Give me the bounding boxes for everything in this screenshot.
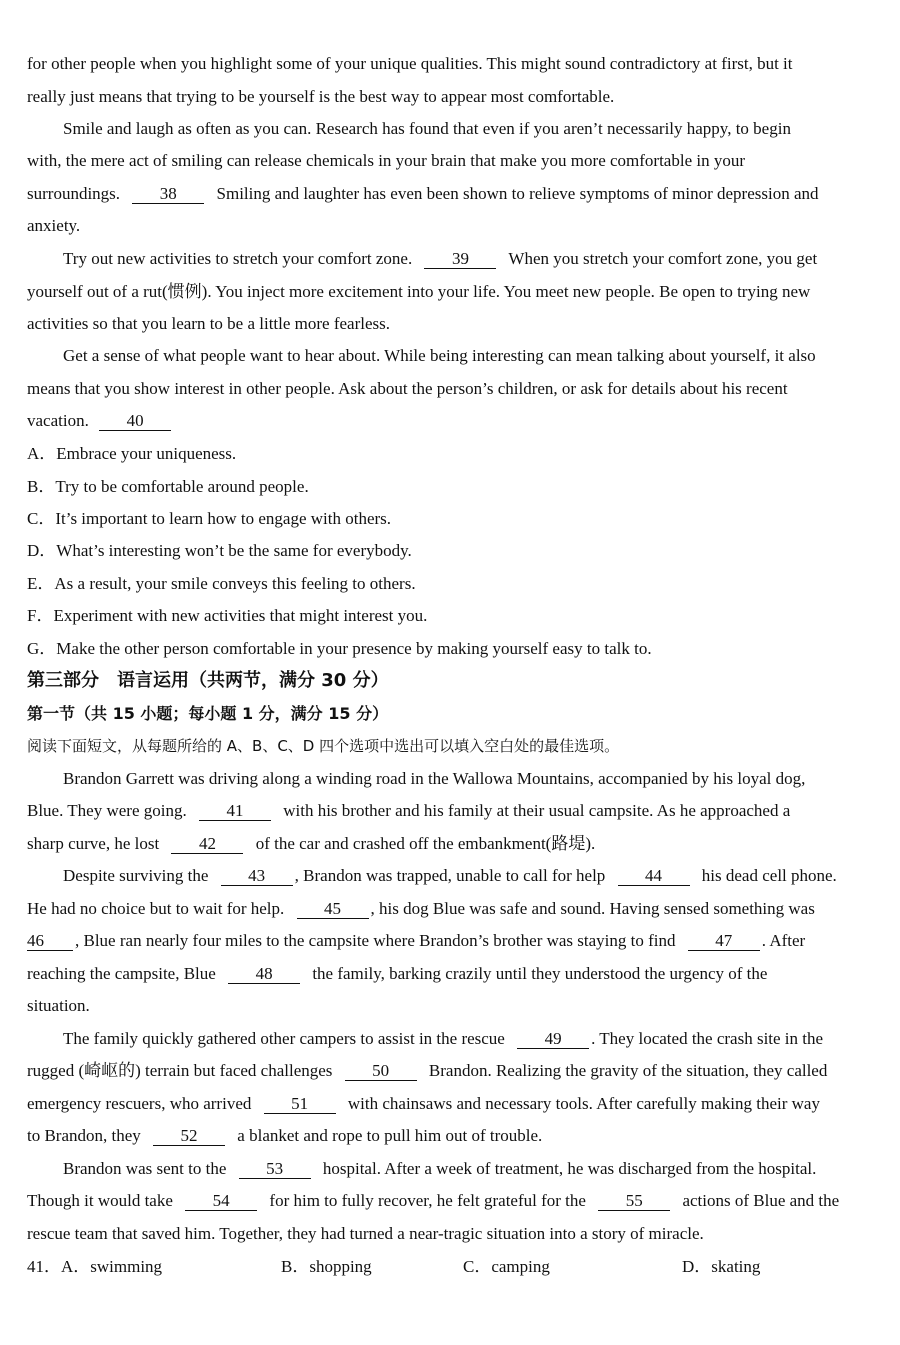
text-segment: sharp curve, he lost: [27, 834, 160, 853]
text-line: Brandon Garrett was driving along a winding road in the Wallowa Mountains, accompanied by his loyal dog,: [63, 769, 806, 788]
choice-d[interactable]: D．skating: [682, 1257, 761, 1276]
blank-42[interactable]: 42: [171, 835, 243, 854]
text-segment: Though it would take: [27, 1191, 173, 1210]
choice-a[interactable]: A．swimming: [61, 1257, 163, 1276]
text-segment: , Blue ran nearly four miles to the campsite where Brandon’s brother was staying to find: [75, 931, 676, 950]
blank-49[interactable]: 49: [517, 1030, 589, 1049]
text-segment: , Brandon was trapped, unable to call for help: [294, 866, 606, 885]
option-a: A．Embrace your uniqueness.: [27, 444, 237, 463]
option-e: E．As a result, your smile conveys this feeling to others.: [27, 574, 416, 593]
blank-55[interactable]: 55: [598, 1192, 670, 1211]
text-line: [27, 963, 767, 985]
text-segment: , his dog Blue was safe and sound. Having sensed something was: [370, 899, 815, 918]
text-line: Smile and laugh as often as you can. Research has found that even if you aren’t necessarily happy, to begin: [63, 119, 791, 138]
text-line: for other people when you highlight some of your unique qualities. This might sound contradictory at first, but it: [27, 54, 793, 73]
text-segment: Smiling and laughter has even been shown to relieve symptoms of minor depression and: [216, 184, 819, 203]
blank-40[interactable]: 40: [99, 412, 171, 431]
text-segment: . After: [761, 931, 806, 950]
text-line: [63, 1158, 816, 1180]
blank-47[interactable]: 47: [688, 932, 760, 951]
text-line: [27, 930, 805, 952]
text-segment: with chainsaws and necessary tools. After carefully making their way: [347, 1094, 820, 1113]
text-line: [27, 1125, 542, 1147]
text-line: [27, 800, 790, 822]
blank-48[interactable]: 48: [228, 965, 300, 984]
text-line: activities so that you learn to be a little more fearless.: [27, 314, 391, 333]
question-41: [27, 1256, 887, 1278]
text-segment: a blanket and rope to pull him out of trouble.: [237, 1126, 543, 1145]
text-line: [63, 248, 817, 270]
text-line: [27, 1093, 820, 1115]
option-c: C．It’s important to learn how to engage with others.: [27, 509, 392, 528]
text-segment: hospital. After a week of treatment, he was discharged from the hospital.: [322, 1159, 817, 1178]
text-segment: He had no choice but to wait for help.: [27, 899, 285, 918]
blank-43[interactable]: 43: [221, 867, 293, 886]
text-segment: Brandon. Realizing the gravity of the situation, they called: [428, 1061, 828, 1080]
text-segment: Try out new activities to stretch your comfort zone.: [63, 249, 413, 268]
blank-54[interactable]: 54: [185, 1192, 257, 1211]
text-segment: to Brandon, they: [27, 1126, 141, 1145]
text-line: [27, 183, 819, 205]
blank-39[interactable]: 39: [424, 250, 496, 269]
text-segment: When you stretch your comfort zone, you get: [508, 249, 818, 268]
option-f: F．Experiment with new activities that might interest you.: [27, 606, 428, 625]
text-segment: surroundings.: [27, 184, 121, 203]
text-line: [27, 410, 177, 432]
text-segment: reaching the campsite, Blue: [27, 964, 216, 983]
blank-38[interactable]: 38: [132, 185, 204, 204]
text-segment: rugged (崎岖的) terrain but faced challenges: [27, 1061, 333, 1080]
text-segment: Blue. They were going.: [27, 801, 187, 820]
text-line: situation.: [27, 996, 90, 1015]
question-number: 41．: [27, 1257, 61, 1276]
blank-51[interactable]: 51: [264, 1095, 336, 1114]
text-segment: with his brother and his family at their usual campsite. As he approached a: [283, 801, 791, 820]
text-segment: the family, barking crazily until they understood the urgency of the: [312, 964, 768, 983]
text-line: with, the mere act of smiling can release chemicals in your brain that make you more comfortable in your: [27, 151, 746, 170]
text-segment: emergency rescuers, who arrived: [27, 1094, 252, 1113]
instruction: 阅读下面短文，从每题所给的 A、B、C、D 四个选项中选出可以填入空白处的最佳选项。: [27, 737, 620, 755]
text-line: rescue team that saved him. Together, they had turned a near-tragic situation into a story of miracle.: [27, 1224, 704, 1243]
blank-46[interactable]: 46: [27, 932, 73, 951]
choice-c[interactable]: C．camping: [463, 1257, 550, 1276]
text-line: yourself out of a rut(惯例). You inject more excitement into your life. You meet new people. Be open to trying new: [27, 282, 811, 301]
blank-45[interactable]: 45: [297, 900, 369, 919]
text-line: really just means that trying to be yourself is the best way to appear most comfortable.: [27, 87, 615, 106]
text-line: anxiety.: [27, 216, 81, 235]
text-segment: . They located the crash site in the: [591, 1029, 824, 1048]
text-segment: Despite surviving the: [63, 866, 209, 885]
blank-52[interactable]: 52: [153, 1127, 225, 1146]
section-subtitle: 第一节（共 15 小题；每小题 1 分，满分 15 分）: [27, 704, 389, 723]
text-segment: vacation.: [27, 411, 89, 430]
text-line: [63, 865, 837, 887]
text-line: [63, 1028, 823, 1050]
option-b: B．Try to be comfortable around people.: [27, 477, 309, 496]
blank-53[interactable]: 53: [239, 1160, 311, 1179]
text-line: means that you show interest in other people. Ask about the person’s children, or ask for details about his recent: [27, 379, 788, 398]
text-segment: actions of Blue and the: [682, 1191, 840, 1210]
text-line: Get a sense of what people want to hear about. While being interesting can mean talking about yourself, it also: [63, 346, 816, 365]
text-segment: his dead cell phone.: [701, 866, 837, 885]
text-line: [27, 1060, 827, 1082]
text-segment: for him to fully recover, he felt grateful for the: [269, 1191, 586, 1210]
blank-50[interactable]: 50: [345, 1062, 417, 1081]
text-segment: of the car and crashed off the embankment(路堤).: [255, 834, 596, 853]
text-line: [27, 1190, 839, 1212]
text-segment: Brandon was sent to the: [63, 1159, 227, 1178]
text-line: [27, 898, 815, 920]
choice-b[interactable]: B．shopping: [281, 1257, 372, 1276]
section-title: 第三部分 语言运用（共两节，满分 30 分）: [27, 670, 389, 691]
text-segment: The family quickly gathered other campers to assist in the rescue: [63, 1029, 505, 1048]
blank-41[interactable]: 41: [199, 802, 271, 821]
blank-44[interactable]: 44: [618, 867, 690, 886]
option-g: G．Make the other person comfortable in your presence by making yourself easy to talk to.: [27, 639, 652, 658]
option-d: D．What’s interesting won’t be the same for everybody.: [27, 541, 412, 560]
text-line: [27, 833, 595, 855]
